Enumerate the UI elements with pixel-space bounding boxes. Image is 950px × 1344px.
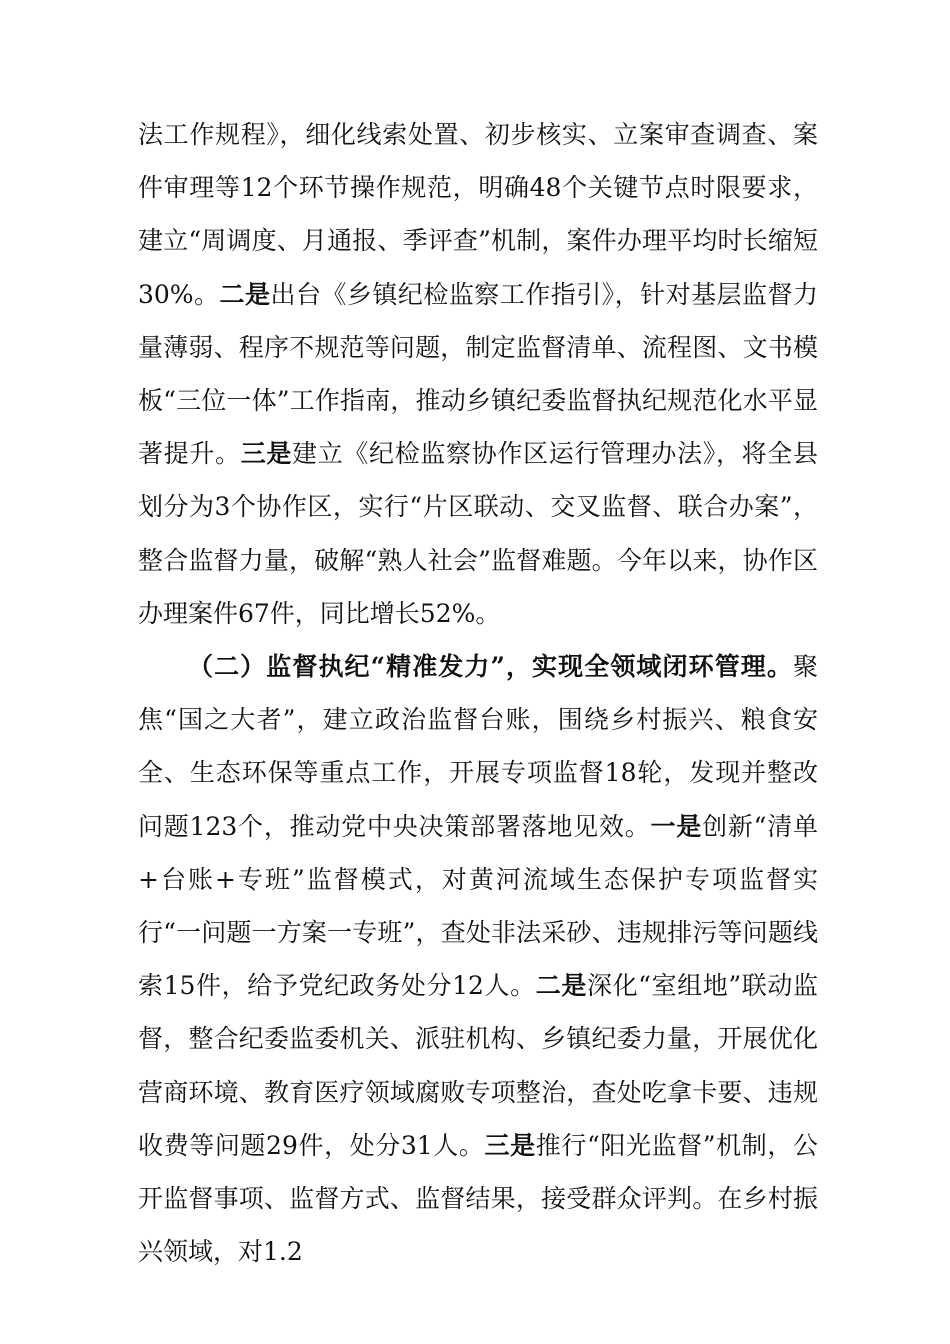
section-heading: （二）监督执纪“精准发力”，实现全领域闭环管理。 (188, 652, 793, 682)
paragraph-supervision (138, 640, 818, 1278)
sentence-second-point: 出台《乡镇纪检监察工作指引》，针对基层监督力量薄弱、程序不规范等问题，制定监督清单、流程图、文书模板“三位一体”工作指南，推动乡镇纪委监督执纪规范化水平显著提升。 (138, 279, 818, 469)
sentence-first-measure: 创新“清单+台账+专班”监督模式，对黄河流域生态保护专项监督实行“一问题一方案一专班”，查处非法采砂、违规排污等问题线索15件，给予党纪政务处分12人。 (138, 811, 818, 1001)
keyword-third: 三是 (240, 439, 293, 469)
paragraph-regulations (138, 108, 818, 640)
document-page (138, 108, 818, 1278)
keyword-third: 三是 (484, 1130, 536, 1160)
sentence-intro: 聚焦“国之大者”，建立政治监督台账，围绕乡村振兴、粮食安全、生态环保等重点工作，开展专项监督18轮，发现并整改问题123个，推动党中央决策部署落地见效。 (138, 652, 818, 841)
keyword-second: 二是 (219, 279, 271, 309)
sentence-second-measure: 深化“室组地”联动监督，整合纪委监委机关、派驻机构、乡镇纪委力量，开展优化营商环境、教育医疗领域腐败专项整治，查处吃拿卡要、违规收费等问题29件，处分31人。 (138, 971, 818, 1160)
sentence-third-measure: 推行“阳光监督”机制，公开监督事项、监督方式、监督结果，接受群众评判。在乡村振兴领域，对1.2 (138, 1130, 818, 1267)
sentence-third-point: 建立《纪检监察协作区运行管理办法》，将全县划分为3个协作区，实行“片区联动、交叉监督、联合办案”，整合监督力量，破解“熟人社会”监督难题。今年以来，协作区办理案件67件，同比增长52%。 (138, 439, 818, 628)
keyword-first: 一是 (650, 811, 703, 841)
keyword-second: 二是 (535, 971, 587, 1001)
sentence-first-point: 法工作规程》，细化线索处置、初步核实、立案审查调查、案件审理等12个环节操作规范，明确48个关键节点时限要求，建立“周调度、月通报、季评查”机制，案件办理平均时长缩短30%。 (138, 120, 818, 309)
